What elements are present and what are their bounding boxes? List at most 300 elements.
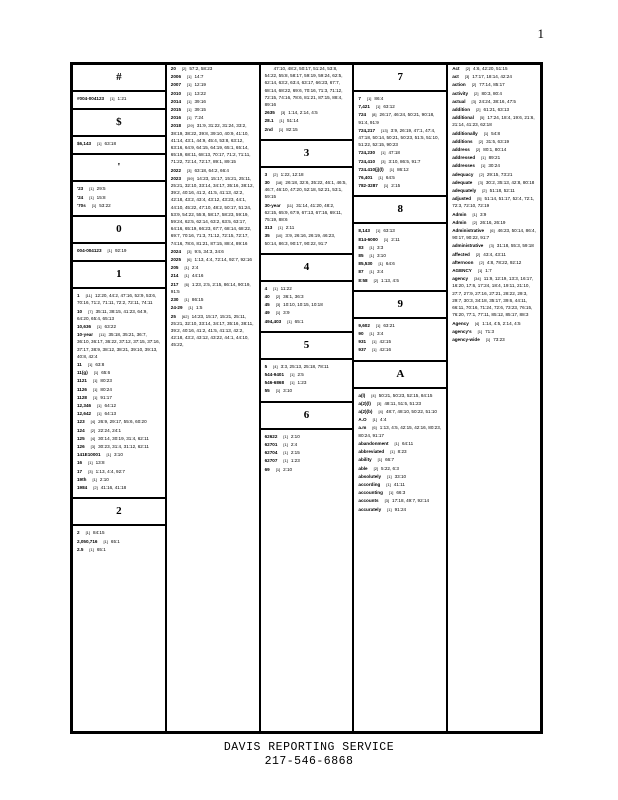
index-references: 63:21 xyxy=(383,322,395,328)
index-entry xyxy=(167,264,259,271)
index-count: [1] xyxy=(187,107,192,113)
index-word: a(2)(b) xyxy=(358,409,373,415)
index-entry xyxy=(354,465,446,472)
index-word: 2,050,716 xyxy=(77,538,98,544)
index-word: addresses xyxy=(452,163,475,169)
index-references: 1:22, 12:18 xyxy=(280,171,304,177)
index-count: [1] xyxy=(92,394,98,400)
index-references: 86:12 xyxy=(397,166,409,172)
index-section xyxy=(354,360,446,513)
index-count: [1] xyxy=(89,546,94,552)
index-count: [2] xyxy=(482,188,487,194)
index-word: a.m xyxy=(358,425,367,431)
index-word: Administrative xyxy=(452,228,485,234)
index-references: 17:24, 18:4, 19:6, 21:6, 21:14, 41:23, 62:18 xyxy=(452,115,535,128)
section-header: $ xyxy=(73,108,165,137)
index-references: 4:8, 78:22, 92:12 xyxy=(486,259,522,265)
index-word: 85 xyxy=(358,253,364,259)
index-entry xyxy=(73,369,165,376)
index-count: [4] xyxy=(378,409,383,415)
index-word: abbreviated xyxy=(358,449,385,455)
index-entry xyxy=(73,323,165,330)
index-entry xyxy=(448,154,540,161)
index-word: activity xyxy=(452,90,469,96)
index-entry xyxy=(448,162,540,169)
index-references: 64:5 xyxy=(385,175,395,181)
index-count: [1] xyxy=(278,126,284,132)
index-references: 35:11, 38:15, 41:23, 64:9, 64:20, 65:4, 65:13 xyxy=(77,308,148,321)
index-references: 63:8 xyxy=(95,362,105,368)
index-references: 26:16, 26:19 xyxy=(479,219,506,225)
index-count: [2] xyxy=(472,219,477,225)
index-references: 89:21 xyxy=(488,155,501,161)
index-word: 20 xyxy=(170,66,176,71)
section-header: 6 xyxy=(261,401,353,430)
index-entry xyxy=(73,451,165,458)
index-entry xyxy=(354,260,446,267)
index-references: 30:2, 35:13, 42:8, 80:18 xyxy=(485,179,535,185)
index-word: 28.1 xyxy=(264,118,274,124)
index-entry xyxy=(354,448,446,455)
index-word: abandonment xyxy=(358,440,389,446)
index-count: [1] xyxy=(97,141,102,147)
index-count: [18] xyxy=(275,180,283,186)
index-references: 13:22 xyxy=(194,90,206,96)
index-count: [1] xyxy=(394,440,399,446)
index-word: administrative xyxy=(452,243,484,249)
index-count: [1] xyxy=(387,473,392,479)
index-word: accounting xyxy=(358,490,383,496)
index-word: 2010 xyxy=(170,90,182,96)
index-entry xyxy=(73,443,165,450)
index-references: 63:18 xyxy=(104,141,117,147)
index-count: [1] xyxy=(107,248,112,254)
index-word: 724,230 xyxy=(358,150,375,156)
index-word: accounts xyxy=(358,498,379,504)
index-count: [1] xyxy=(283,441,288,447)
index-references: 26:18, 32:6, 35:22, 46:1, 46:5, 46:7, 46:10, 47:20, 52:18, 52:21, 53:1, 59:15 xyxy=(264,180,347,200)
index-count: [2] xyxy=(478,138,484,144)
index-count: [1] xyxy=(383,183,389,189)
index-entry xyxy=(167,296,259,303)
index-references: 86:4 xyxy=(374,96,384,101)
index-references: 29:5 xyxy=(96,186,106,192)
index-word: 10,636 xyxy=(77,324,92,330)
index-word: '70s xyxy=(77,202,86,208)
index-word: agency xyxy=(452,276,469,282)
index-entry xyxy=(354,506,446,513)
index-entry xyxy=(73,546,165,553)
index-references: 9:5, 34:3, 34:6 xyxy=(194,248,224,254)
index-word: adequate xyxy=(452,179,473,185)
index-word: 931 xyxy=(358,339,367,345)
index-word: 62707 xyxy=(264,458,278,464)
index-word: a(2)(l) xyxy=(358,400,371,406)
index-entry xyxy=(354,103,446,110)
index-word: 2014 xyxy=(170,98,182,104)
index-references: 15:8 xyxy=(96,194,106,200)
index-entry xyxy=(261,126,353,133)
index-section xyxy=(73,108,165,147)
index-references: 11:22 xyxy=(280,285,292,291)
index-count: [1] xyxy=(369,331,374,337)
index-count: [2] xyxy=(90,427,96,433)
index-word: #004-004123 xyxy=(77,96,105,101)
index-count: [3] xyxy=(376,400,382,406)
index-references: 2:10 xyxy=(99,476,109,482)
index-references: 66:3 xyxy=(396,490,406,496)
index-word: 814-6000 xyxy=(358,236,378,242)
index-word: 782-3287 xyxy=(358,183,378,189)
index-word: 124 xyxy=(77,427,85,433)
index-entry xyxy=(167,73,259,80)
index-word: adequacy xyxy=(452,171,474,177)
index-word: 2025 xyxy=(170,257,182,263)
index-references: 46:23, 50:14, 86:4, 90:17, 90:22, 91:7 xyxy=(452,228,536,241)
index-entry xyxy=(354,489,446,496)
index-entry xyxy=(261,457,353,464)
index-entry xyxy=(73,529,165,536)
index-references: 65:1 xyxy=(294,318,304,324)
section-header: ' xyxy=(73,153,165,182)
index-entry xyxy=(167,272,259,279)
index-count: [1] xyxy=(386,481,391,487)
index-entry xyxy=(448,138,540,145)
index-word: 313 xyxy=(264,225,273,231)
section-header: 9 xyxy=(354,290,446,319)
index-entry xyxy=(261,293,353,300)
index-count: [6] xyxy=(184,281,189,287)
index-entry xyxy=(167,81,259,88)
index-word: 30-year xyxy=(264,202,281,208)
index-references: 33:10 xyxy=(394,473,407,479)
index-word: 2635 xyxy=(264,110,275,116)
index-entry xyxy=(73,418,165,425)
index-count: [1] xyxy=(106,452,111,458)
index-entry xyxy=(448,195,540,209)
index-references: 53:22 xyxy=(99,202,111,208)
index-count: [2] xyxy=(373,277,379,283)
index-count: [13] xyxy=(381,127,388,133)
index-entry xyxy=(354,416,446,423)
index-count: [1] xyxy=(390,449,395,455)
index-count: [3] xyxy=(489,243,494,249)
index-count: [11] xyxy=(99,332,106,338)
index-word: additionally xyxy=(452,130,478,136)
index-count: [2] xyxy=(479,259,484,265)
index-count: [1] xyxy=(369,253,374,259)
index-entry xyxy=(167,248,259,255)
index-entry xyxy=(448,320,540,327)
index-entry xyxy=(261,309,353,316)
index-count: [1] xyxy=(372,339,377,345)
index-word: 2018 xyxy=(170,123,182,129)
index-entry xyxy=(448,106,540,113)
index-word: 90 xyxy=(358,331,364,337)
index-word: 3 xyxy=(264,171,268,177)
index-section xyxy=(354,195,446,283)
index-entry xyxy=(448,90,540,97)
index-entry xyxy=(354,95,446,102)
index-references: 3:9 xyxy=(283,310,290,316)
index-count: [1] xyxy=(383,236,389,242)
index-section xyxy=(448,65,540,343)
index-references: 1:13, 4:4, 72:14, 92:7, 92:16 xyxy=(194,257,252,263)
index-references: 2:10 xyxy=(283,466,293,472)
index-entry xyxy=(73,538,165,545)
index-entry xyxy=(261,318,353,325)
index-word: 123 xyxy=(77,419,85,425)
index-references: 1:14, 4:5, 2:14, 4:5 xyxy=(482,320,521,326)
index-count: [1] xyxy=(481,155,486,161)
section-header: 5 xyxy=(261,331,353,360)
index-references: 31:9, 31:22, 31:24, 33:2, 38:19, 38:22, 39:8, 39:10, 40:9, 41:10, 41:14, 43:1, 44:9, 45:4, 53:8, 63:12, 63:16, 64:9, 64:15, 64:19, 65:1, 65:14, 65:19, 68:11, 68:13, 70:17, 71:2, 71:11, 71:22, 72:14, 72:17, 89:1, 89:15 xyxy=(170,123,251,165)
index-references: 10:10, 10:15, 10:18 xyxy=(283,302,323,308)
index-references: 65:6 xyxy=(101,370,111,376)
index-references: 4:4 xyxy=(380,417,387,423)
index-count: [1] xyxy=(187,115,192,121)
index-references: 30:24 xyxy=(488,163,500,169)
index-count: [7] xyxy=(88,308,93,314)
index-references: 2:4 xyxy=(191,265,199,271)
index-entry xyxy=(261,202,353,224)
index-references: 2:4 xyxy=(290,441,298,447)
index-word: 4 xyxy=(264,285,268,291)
index-word: 9,602 xyxy=(358,322,370,328)
index-references: 73:23 xyxy=(493,336,505,342)
index-word: agency's xyxy=(452,328,472,334)
index-count: [1] xyxy=(89,194,94,200)
index-count: [1] xyxy=(110,96,115,101)
index-count: [1] xyxy=(187,90,192,96)
index-word: 2006 xyxy=(170,74,182,80)
index-entry xyxy=(73,331,165,360)
index-entry xyxy=(73,361,165,368)
index-count: [3] xyxy=(275,302,281,308)
index-references: 3:4 xyxy=(376,331,384,337)
index-references: 17:17, 18:14, 42:24 xyxy=(472,74,512,80)
index-references: 1:13, 4:4, 92:7 xyxy=(95,468,125,474)
index-entry xyxy=(354,182,446,189)
index-references: 1:23 xyxy=(297,380,307,386)
index-references: 14:23, 15:17, 15:21, 25:11, 25:21, 32:10, 33:14, 34:17, 35:16, 38:11, 39:2, 40:16, 41:2, 41:5, 41:13, 42:2, 42:18, 43:2, 43:12, 43:22, 44:1, 44:10, 45:22, xyxy=(170,313,254,348)
index-references: 1:7 xyxy=(485,268,492,274)
index-references: 1:5 xyxy=(196,305,203,311)
index-count: [1] xyxy=(377,457,383,463)
index-count: [6] xyxy=(187,257,192,263)
index-word: 141E10001 xyxy=(77,452,101,458)
index-count: [59] xyxy=(187,175,194,181)
index-count: [11] xyxy=(85,293,92,299)
index-count: [2] xyxy=(475,251,481,257)
index-entry xyxy=(73,377,165,384)
index-count: [1] xyxy=(290,372,295,378)
section-header: 0 xyxy=(73,215,165,244)
index-count: [1] xyxy=(187,82,192,88)
index-references: 3:3, 25:13, 25:18, 78:11 xyxy=(280,363,329,369)
index-references: 5:22, 6:3 xyxy=(381,465,399,471)
index-entry xyxy=(354,330,446,337)
index-count: [1] xyxy=(91,202,97,208)
index-count: [10] xyxy=(275,233,283,239)
index-entry xyxy=(448,211,540,218)
index-references: 1:13, 4:5, 42:15, 42:16, 80:23, 80:24, 91:17 xyxy=(358,425,442,438)
index-entry xyxy=(448,227,540,241)
index-references: 17:18, 49:7, 92:14 xyxy=(392,498,430,504)
index-references: 64:6 xyxy=(385,261,395,267)
index-word: 230 xyxy=(170,297,179,303)
index-count: [1] xyxy=(290,380,295,386)
index-references: 63:12 xyxy=(383,104,395,110)
index-references: 77:14, 85:17 xyxy=(479,82,505,88)
index-word: 35 xyxy=(264,233,270,239)
index-word: addition xyxy=(452,107,471,113)
word-index xyxy=(70,62,543,734)
index-entry xyxy=(261,65,353,108)
index-entry xyxy=(354,227,446,234)
index-count: [1] xyxy=(279,118,284,124)
index-section xyxy=(167,65,259,349)
index-word: 1128 xyxy=(77,394,87,400)
index-references: 84:15 xyxy=(93,530,105,536)
index-count: [1] xyxy=(472,211,477,217)
index-word: 7,421 xyxy=(358,104,370,110)
index-entry xyxy=(354,456,446,463)
index-entry xyxy=(261,171,353,178)
index-count: [6] xyxy=(490,228,495,234)
index-word: 10 xyxy=(77,308,83,314)
index-entry xyxy=(73,247,165,254)
index-column xyxy=(259,65,353,731)
index-entry xyxy=(448,73,540,80)
index-column xyxy=(446,65,540,731)
index-count: [1] xyxy=(275,388,281,394)
index-entry xyxy=(354,127,446,149)
index-entry xyxy=(73,468,165,475)
index-entry xyxy=(354,111,446,125)
index-references: 3:3 xyxy=(376,244,384,250)
index-references: 1:21 xyxy=(117,96,127,101)
index-word: 85,530 xyxy=(358,261,373,267)
footer xyxy=(0,741,618,769)
index-entry xyxy=(354,408,446,415)
index-references: 31:5, 63:19 xyxy=(486,138,510,144)
index-entry xyxy=(448,98,540,105)
index-count: [2] xyxy=(275,294,281,300)
index-entry xyxy=(73,394,165,401)
index-section xyxy=(261,331,353,395)
index-count: [1] xyxy=(381,150,386,156)
index-references: 51:18, 52:11 xyxy=(489,188,515,194)
index-entry xyxy=(261,179,353,201)
index-count: [1] xyxy=(480,163,486,169)
index-entry xyxy=(354,338,446,345)
index-section xyxy=(354,290,446,354)
index-count: [4] xyxy=(474,320,480,326)
index-count: [1] xyxy=(287,318,292,324)
index-entry xyxy=(448,65,540,72)
index-entry xyxy=(261,387,353,394)
index-entry xyxy=(73,402,165,409)
index-word: 5 xyxy=(264,363,268,369)
index-count: [3] xyxy=(88,468,93,474)
index-count: [1] xyxy=(188,305,193,311)
index-word: 87 xyxy=(358,269,364,275)
index-entry xyxy=(167,98,259,105)
index-references: 57:2, 58:23 xyxy=(189,66,213,71)
index-entry xyxy=(73,484,165,491)
index-word: 217 xyxy=(170,281,179,287)
index-references: 86:15 xyxy=(191,297,204,303)
index-word: 724,217 xyxy=(358,127,375,133)
footer-company: DAVIS REPORTING SERVICE xyxy=(223,741,395,754)
index-entry xyxy=(354,158,446,165)
index-section xyxy=(261,139,353,247)
index-references: 44:16 xyxy=(191,273,204,279)
index-entry xyxy=(354,346,446,353)
index-word: adequately xyxy=(452,188,477,194)
index-entry xyxy=(448,179,540,186)
index-count: [4] xyxy=(273,363,278,369)
index-word: 544-9401 xyxy=(264,372,285,378)
index-count: [2] xyxy=(479,171,484,177)
index-count: [1] xyxy=(375,322,381,328)
index-references: 61:21, 63:13 xyxy=(483,107,510,113)
index-count: [1] xyxy=(187,74,192,80)
index-count: [4] xyxy=(90,419,96,425)
index-word: 55 xyxy=(264,388,270,394)
index-count: [3] xyxy=(187,248,192,254)
index-word: 937 xyxy=(358,347,367,353)
index-references: 65:1 xyxy=(110,538,120,544)
index-count: [34] xyxy=(474,276,481,282)
index-count: [1] xyxy=(283,450,288,456)
index-references: 48:11, 51:5, 51:23 xyxy=(384,400,422,406)
index-column xyxy=(165,65,259,731)
section-header: 3 xyxy=(261,139,353,168)
index-references: 22:24, 24:1 xyxy=(98,427,122,433)
index-count: [1] xyxy=(184,273,189,279)
index-count: [8] xyxy=(372,112,377,118)
index-references: 92:19 xyxy=(114,248,127,254)
index-section xyxy=(261,401,353,473)
index-references: 1:23, 2:5, 2:15, 86:14, 90:19, 91:5 xyxy=(170,281,251,294)
index-word: adjusted xyxy=(452,196,472,202)
index-entry xyxy=(448,114,540,128)
index-word: 62704 xyxy=(264,450,278,456)
index-references: 66:7 xyxy=(385,457,395,463)
index-entry xyxy=(354,277,446,284)
index-entry xyxy=(73,435,165,442)
index-section xyxy=(73,260,165,491)
index-word: 12,346 xyxy=(77,403,92,409)
index-count: [1] xyxy=(89,186,94,192)
index-count: [1] xyxy=(483,130,489,136)
index-references: 51:14 xyxy=(287,118,299,124)
index-word: 11(g) xyxy=(77,370,88,376)
index-count: [1] xyxy=(97,403,102,409)
index-entry xyxy=(354,440,446,447)
index-entry xyxy=(261,379,353,386)
index-entry xyxy=(73,140,165,147)
index-section xyxy=(261,65,353,133)
index-entry xyxy=(448,219,540,226)
index-count: [1] xyxy=(273,285,278,291)
index-word: 2016 xyxy=(170,115,182,121)
index-references: 12:20, 44:2, 47:16, 52:9, 53:6, 70:16, 71:2, 71:11, 72:2, 72:11, 74:11 xyxy=(77,293,157,306)
index-references: 29:15, 73:21 xyxy=(486,171,513,177)
index-count: [2] xyxy=(465,66,471,71)
